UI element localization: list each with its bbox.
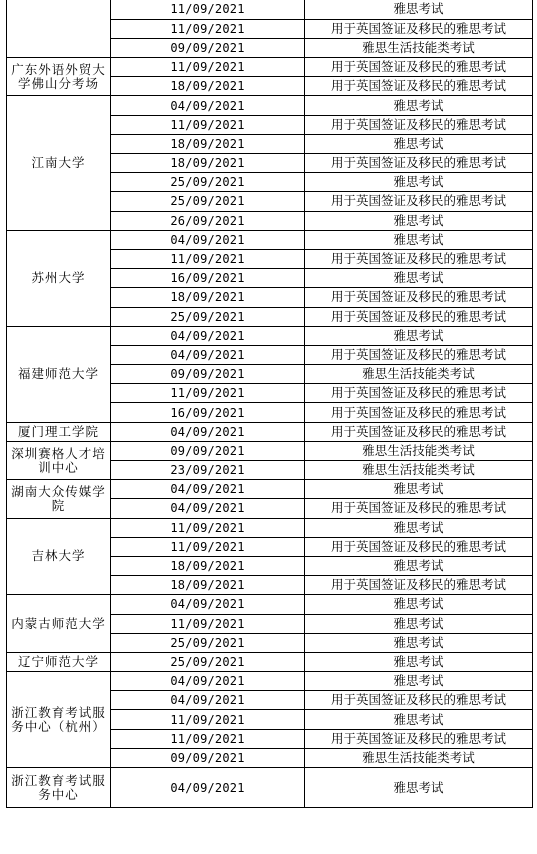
exam-type-cell: 雅思考试 bbox=[305, 710, 533, 729]
exam-type-cell: 雅思生活技能类考试 bbox=[305, 38, 533, 57]
exam-type-cell: 雅思考试 bbox=[305, 134, 533, 153]
exam-type-cell: 用于英国签证及移民的雅思考试 bbox=[305, 58, 533, 77]
table-row bbox=[7, 441, 533, 460]
exam-date-cell: 04/09/2021 bbox=[111, 595, 305, 614]
exam-type-cell: 雅思考试 bbox=[305, 652, 533, 671]
table-row bbox=[7, 58, 533, 77]
exam-date-cell: 11/09/2021 bbox=[111, 384, 305, 403]
venue-cell bbox=[7, 0, 111, 58]
venue-cell: 厦门理工学院 bbox=[7, 422, 111, 441]
exam-type-cell: 用于英国签证及移民的雅思考试 bbox=[305, 249, 533, 268]
exam-type-cell: 雅思生活技能类考试 bbox=[305, 365, 533, 384]
exam-date-cell: 04/09/2021 bbox=[111, 691, 305, 710]
exam-date-cell: 25/09/2021 bbox=[111, 633, 305, 652]
exam-type-cell: 雅思考试 bbox=[305, 672, 533, 691]
exam-type-cell: 雅思考试 bbox=[305, 556, 533, 575]
table-row bbox=[7, 480, 533, 499]
exam-date-cell: 16/09/2021 bbox=[111, 403, 305, 422]
exam-type-cell: 用于英国签证及移民的雅思考试 bbox=[305, 307, 533, 326]
table-row bbox=[7, 518, 533, 537]
venue-cell: 福建师范大学 bbox=[7, 326, 111, 422]
table-row bbox=[7, 326, 533, 345]
exam-type-cell: 用于英国签证及移民的雅思考试 bbox=[305, 729, 533, 748]
exam-type-cell: 雅思生活技能类考试 bbox=[305, 748, 533, 767]
exam-date-cell: 04/09/2021 bbox=[111, 480, 305, 499]
exam-date-cell: 11/09/2021 bbox=[111, 115, 305, 134]
exam-date-cell: 04/09/2021 bbox=[111, 768, 305, 808]
exam-date-cell: 11/09/2021 bbox=[111, 537, 305, 556]
exam-type-cell: 用于英国签证及移民的雅思考试 bbox=[305, 19, 533, 38]
exam-date-cell: 04/09/2021 bbox=[111, 345, 305, 364]
table-row bbox=[7, 96, 533, 115]
exam-date-cell: 25/09/2021 bbox=[111, 192, 305, 211]
exam-date-cell: 18/09/2021 bbox=[111, 134, 305, 153]
exam-date-cell: 18/09/2021 bbox=[111, 288, 305, 307]
exam-date-cell: 18/09/2021 bbox=[111, 556, 305, 575]
venue-cell: 内蒙古师范大学 bbox=[7, 595, 111, 653]
exam-date-cell: 26/09/2021 bbox=[111, 211, 305, 230]
exam-date-cell: 04/09/2021 bbox=[111, 326, 305, 345]
exam-date-cell: 09/09/2021 bbox=[111, 38, 305, 57]
exam-schedule-body bbox=[7, 0, 533, 808]
exam-date-cell: 11/09/2021 bbox=[111, 729, 305, 748]
table-row bbox=[7, 230, 533, 249]
exam-type-cell: 雅思生活技能类考试 bbox=[305, 461, 533, 480]
exam-date-cell: 18/09/2021 bbox=[111, 77, 305, 96]
table-row bbox=[7, 0, 533, 19]
exam-type-cell: 用于英国签证及移民的雅思考试 bbox=[305, 345, 533, 364]
venue-cell: 吉林大学 bbox=[7, 518, 111, 595]
exam-type-cell: 用于英国签证及移民的雅思考试 bbox=[305, 422, 533, 441]
exam-schedule-table bbox=[6, 0, 533, 808]
exam-type-cell: 用于英国签证及移民的雅思考试 bbox=[305, 537, 533, 556]
table-row bbox=[7, 595, 533, 614]
exam-type-cell: 用于英国签证及移民的雅思考试 bbox=[305, 576, 533, 595]
exam-date-cell: 04/09/2021 bbox=[111, 96, 305, 115]
exam-date-cell: 11/09/2021 bbox=[111, 518, 305, 537]
exam-type-cell: 雅思考试 bbox=[305, 518, 533, 537]
venue-cell: 深圳赛格人才培训中心 bbox=[7, 441, 111, 479]
exam-type-cell: 用于英国签证及移民的雅思考试 bbox=[305, 154, 533, 173]
exam-date-cell: 11/09/2021 bbox=[111, 19, 305, 38]
exam-date-cell: 04/09/2021 bbox=[111, 422, 305, 441]
exam-date-cell: 11/09/2021 bbox=[111, 249, 305, 268]
exam-type-cell: 用于英国签证及移民的雅思考试 bbox=[305, 403, 533, 422]
exam-date-cell: 09/09/2021 bbox=[111, 748, 305, 767]
exam-type-cell: 雅思考试 bbox=[305, 614, 533, 633]
exam-type-cell: 用于英国签证及移民的雅思考试 bbox=[305, 691, 533, 710]
exam-type-cell: 雅思生活技能类考试 bbox=[305, 441, 533, 460]
exam-type-cell: 用于英国签证及移民的雅思考试 bbox=[305, 115, 533, 134]
exam-date-cell: 11/09/2021 bbox=[111, 710, 305, 729]
table-row bbox=[7, 422, 533, 441]
exam-type-cell: 用于英国签证及移民的雅思考试 bbox=[305, 288, 533, 307]
exam-date-cell: 16/09/2021 bbox=[111, 269, 305, 288]
table-row bbox=[7, 652, 533, 671]
table-row bbox=[7, 768, 533, 808]
exam-date-cell: 04/09/2021 bbox=[111, 499, 305, 518]
exam-date-cell: 23/09/2021 bbox=[111, 461, 305, 480]
venue-cell: 浙江教育考试服务中心 bbox=[7, 768, 111, 808]
exam-type-cell: 雅思考试 bbox=[305, 230, 533, 249]
table-row bbox=[7, 672, 533, 691]
exam-date-cell: 25/09/2021 bbox=[111, 307, 305, 326]
exam-date-cell: 18/09/2021 bbox=[111, 154, 305, 173]
venue-cell: 广东外语外贸大学佛山分考场 bbox=[7, 58, 111, 96]
exam-type-cell: 雅思考试 bbox=[305, 595, 533, 614]
exam-date-cell: 11/09/2021 bbox=[111, 614, 305, 633]
exam-date-cell: 04/09/2021 bbox=[111, 672, 305, 691]
exam-type-cell: 雅思考试 bbox=[305, 0, 533, 19]
exam-date-cell: 11/09/2021 bbox=[111, 58, 305, 77]
exam-type-cell: 雅思考试 bbox=[305, 326, 533, 345]
exam-type-cell: 雅思考试 bbox=[305, 269, 533, 288]
venue-cell: 湖南大众传媒学院 bbox=[7, 480, 111, 518]
exam-type-cell: 雅思考试 bbox=[305, 173, 533, 192]
exam-type-cell: 用于英国签证及移民的雅思考试 bbox=[305, 384, 533, 403]
exam-type-cell: 用于英国签证及移民的雅思考试 bbox=[305, 499, 533, 518]
exam-type-cell: 雅思考试 bbox=[305, 211, 533, 230]
exam-type-cell: 雅思考试 bbox=[305, 768, 533, 808]
exam-date-cell: 18/09/2021 bbox=[111, 576, 305, 595]
exam-type-cell: 雅思考试 bbox=[305, 480, 533, 499]
exam-date-cell: 11/09/2021 bbox=[111, 0, 305, 19]
exam-type-cell: 用于英国签证及移民的雅思考试 bbox=[305, 192, 533, 211]
venue-cell: 江南大学 bbox=[7, 96, 111, 230]
venue-cell: 苏州大学 bbox=[7, 230, 111, 326]
exam-date-cell: 25/09/2021 bbox=[111, 173, 305, 192]
venue-cell: 浙江教育考试服务中心（杭州） bbox=[7, 672, 111, 768]
exam-date-cell: 09/09/2021 bbox=[111, 365, 305, 384]
exam-date-cell: 25/09/2021 bbox=[111, 652, 305, 671]
exam-date-cell: 09/09/2021 bbox=[111, 441, 305, 460]
exam-date-cell: 04/09/2021 bbox=[111, 230, 305, 249]
exam-type-cell: 雅思考试 bbox=[305, 633, 533, 652]
exam-type-cell: 雅思考试 bbox=[305, 96, 533, 115]
exam-type-cell: 用于英国签证及移民的雅思考试 bbox=[305, 77, 533, 96]
venue-cell: 辽宁师范大学 bbox=[7, 652, 111, 671]
